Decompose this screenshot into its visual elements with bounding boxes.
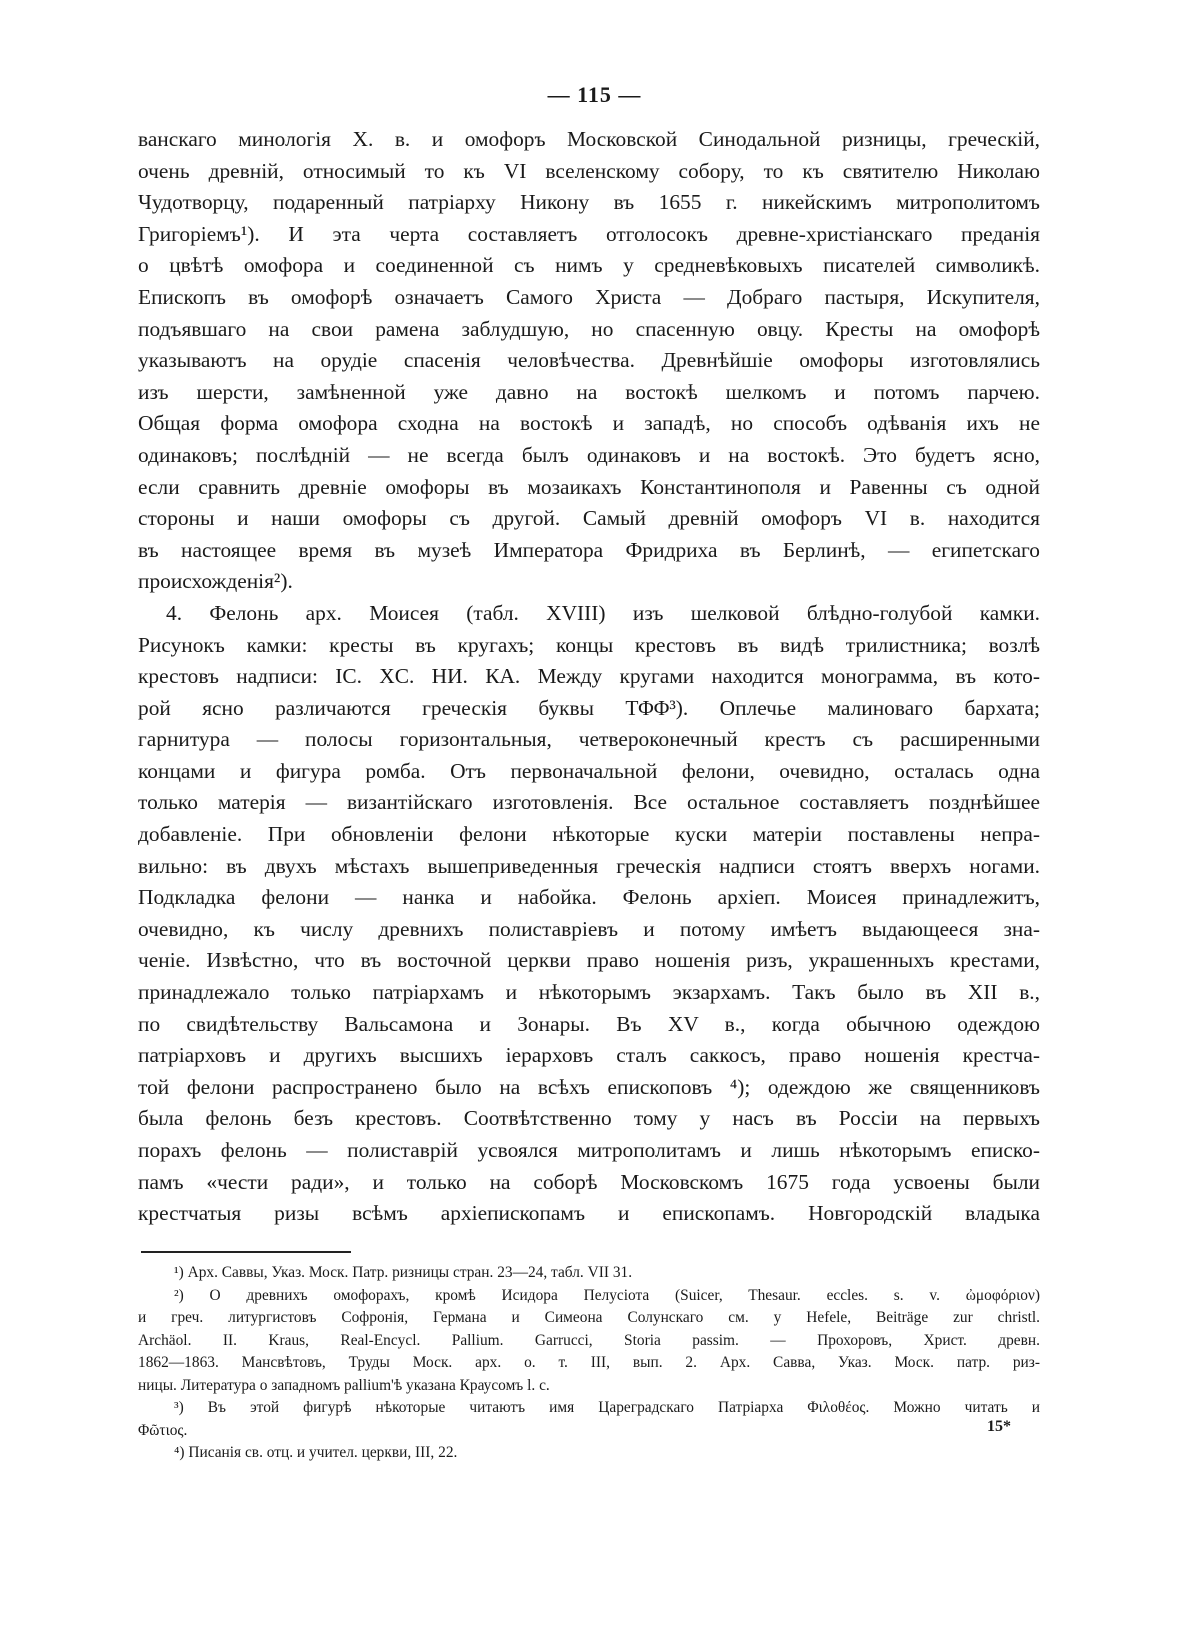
body-text xyxy=(138,124,1040,1230)
text-line: Подкладка фелони — нанка и набойка. Фелонь архіеп. Моисея принадлежитъ, xyxy=(138,885,1040,910)
footnotes xyxy=(138,1262,1040,1465)
text-line: ченіе. Извѣстно, что въ восточной церкви право ношенія ризъ, украшенныхъ крестами, xyxy=(138,948,1040,973)
text-line: подъявшаго на свои рамена заблудшую, но спасенную овцу. Кресты на омофорѣ xyxy=(138,316,1040,341)
text-line: той фелони распространено было на всѣхъ епископовъ ⁴); одеждою же священниковъ xyxy=(138,1074,1040,1099)
footnote-line: Archäol. II. Kraus, Real-Encycl. Pallium. Garrucci, Storia passim. — Прохоровъ, Христ. древн. xyxy=(138,1331,1040,1349)
text-line: стороны и наши омофоры съ другой. Самый древній омофоръ VI в. находится xyxy=(138,506,1040,531)
text-line: о цвѣтѣ омофора и соединенной съ нимъ у средневѣковыхъ писателей символикѣ. xyxy=(138,253,1040,278)
folio-mark: 15* xyxy=(987,1418,1011,1435)
footnote-line: ¹) Арх. Саввы, Указ. Моск. Патр. ризницы стран. 23—24, табл. VII 31. xyxy=(174,1264,633,1281)
text-line: Епископъ въ омофорѣ означаетъ Самого Христа — Добраго пастыря, Искупителя, xyxy=(138,284,1040,309)
text-line: указываютъ на орудіе спасенія человѣчества. Древнѣйшіе омофоры изготовлялись xyxy=(138,348,1040,373)
text-line: очень древній, относимый то къ VI вселенскому собору, то къ святителю Николаю xyxy=(138,158,1040,183)
text-line: гарнитура — полосы горизонтальныя, четвероконечный крестъ съ расширенными xyxy=(138,727,1040,752)
text-line: вильно: въ двухъ мѣстахъ вышеприведенныя греческія надписи стоятъ вверхъ ногами. xyxy=(138,853,1040,878)
footnote-line: 1862—1863. Мансвѣтовъ, Труды Моск. арх. о. т. III, вып. 2. Арх. Савва, Указ. Моск. патр. риз- xyxy=(138,1354,1040,1371)
text-line: крестовъ надписи: IC. XC. НИ. КА. Между кругами находится монограмма, въ кото- xyxy=(138,664,1040,689)
text-line: принадлежало только патріархамъ и нѣкоторымъ экзархамъ. Такъ было въ XII в., xyxy=(138,980,1040,1005)
text-line: была фелонь безъ крестовъ. Соотвѣтственно тому у насъ въ Россіи на первыхъ xyxy=(138,1106,1040,1131)
footnote-line: ³) Въ этой фигурѣ нѣкоторые читаютъ имя Цареградскаго Патріарха Φιλοθέος. Можно читать и xyxy=(174,1399,1040,1416)
text-line: ванскаго минологія X. в. и омофоръ Московской Синодальной ризницы, греческій, xyxy=(138,127,1040,151)
text-line: въ настоящее время въ музеѣ Императора Фридриха въ Берлинѣ, — египетскаго xyxy=(138,537,1040,562)
paragraph-start-line: 4. Фелонь арх. Моисея (табл. XVIII) изъ шелковой блѣдно-голубой камки. xyxy=(166,600,1040,625)
text-line: добавленіе. При обновленіи фелони нѣкоторые куски матеріи поставлены непра- xyxy=(138,822,1040,847)
text-line: концами и фигура ромба. Отъ первоначальной фелони, очевидно, осталась одна xyxy=(138,758,1040,783)
text-line: Общая форма омофора сходна на востокѣ и западѣ, но способъ одѣванія ихъ не xyxy=(138,411,1040,436)
text-line: изъ шерсти, замѣненной уже давно на востокѣ шелкомъ и потомъ парчею. xyxy=(138,379,1040,404)
text-line: Рисунокъ камки: кресты въ кругахъ; концы крестовъ въ видѣ трилистника; возлѣ xyxy=(138,632,1040,657)
text-line: памъ «чести ради», и только на соборѣ Московскомъ 1675 года усвоены были xyxy=(138,1169,1040,1194)
text-line: одинаковъ; послѣдній — не всегда былъ одинаковъ и на востокѣ. Это будетъ ясно, xyxy=(138,442,1040,467)
text-line: только матерія — византійскаго изготовленія. Все остальное составляетъ позднѣйшее xyxy=(138,790,1040,815)
text-line: Григоріемъ¹). И эта черта составляетъ отголосокъ древне-христіанскаго преданія xyxy=(138,221,1040,246)
footnote-divider xyxy=(141,1251,351,1253)
footnote-line: ницы. Литература о западномъ pallium'ѣ указана Краусомъ l. c. xyxy=(138,1376,550,1394)
text-line: патріарховъ и другихъ высшихъ іерарховъ сталъ саккосъ, право ношенія крестча- xyxy=(138,1043,1040,1068)
page-number: — 115 — xyxy=(547,82,642,107)
text-line: происхожденія²). xyxy=(138,569,293,594)
text-line: по свидѣтельству Вальсамона и Зонары. Въ XV в., когда обычною одеждою xyxy=(138,1011,1040,1036)
text-line: если сравнить древніе омофоры въ мозаикахъ Константинополя и Равенны съ одной xyxy=(138,474,1040,499)
text-line: Чудотворцу, подаренный патріарху Никону въ 1655 г. никейскимъ митрополитомъ xyxy=(138,190,1040,215)
text-line: рой ясно различаются греческія буквы ΤΦΦ³). Оплечье малиноваго бархата; xyxy=(138,695,1040,720)
text-line: порахъ фелонь — полиставрій усвоялся митрополитамъ и лишь нѣкоторымъ еписко- xyxy=(138,1138,1040,1162)
text-line: очевидно, къ числу древнихъ полиставріевъ и потому имѣетъ выдающееся зна- xyxy=(138,916,1040,941)
footnote-line: ²) О древнихъ омофорахъ, кромѣ Исидора Пелусіота (Suicer, Thesaur. eccles. s. v. ὠμοφόριον) xyxy=(174,1286,1040,1304)
footnote-line: Φῶτιος. xyxy=(138,1421,188,1439)
footnote-line: и греч. литургистовъ Софронія, Германа и Симеона Солунскаго см. у Hefele, Beiträge zur christl. xyxy=(138,1309,1040,1326)
footnote-line: ⁴) Писанія св. отц. и учител. церкви, III, 22. xyxy=(174,1444,458,1461)
text-line: крестчатыя ризы всѣмъ архіепископамъ и епископамъ. Новгородскій владыка xyxy=(138,1201,1040,1226)
